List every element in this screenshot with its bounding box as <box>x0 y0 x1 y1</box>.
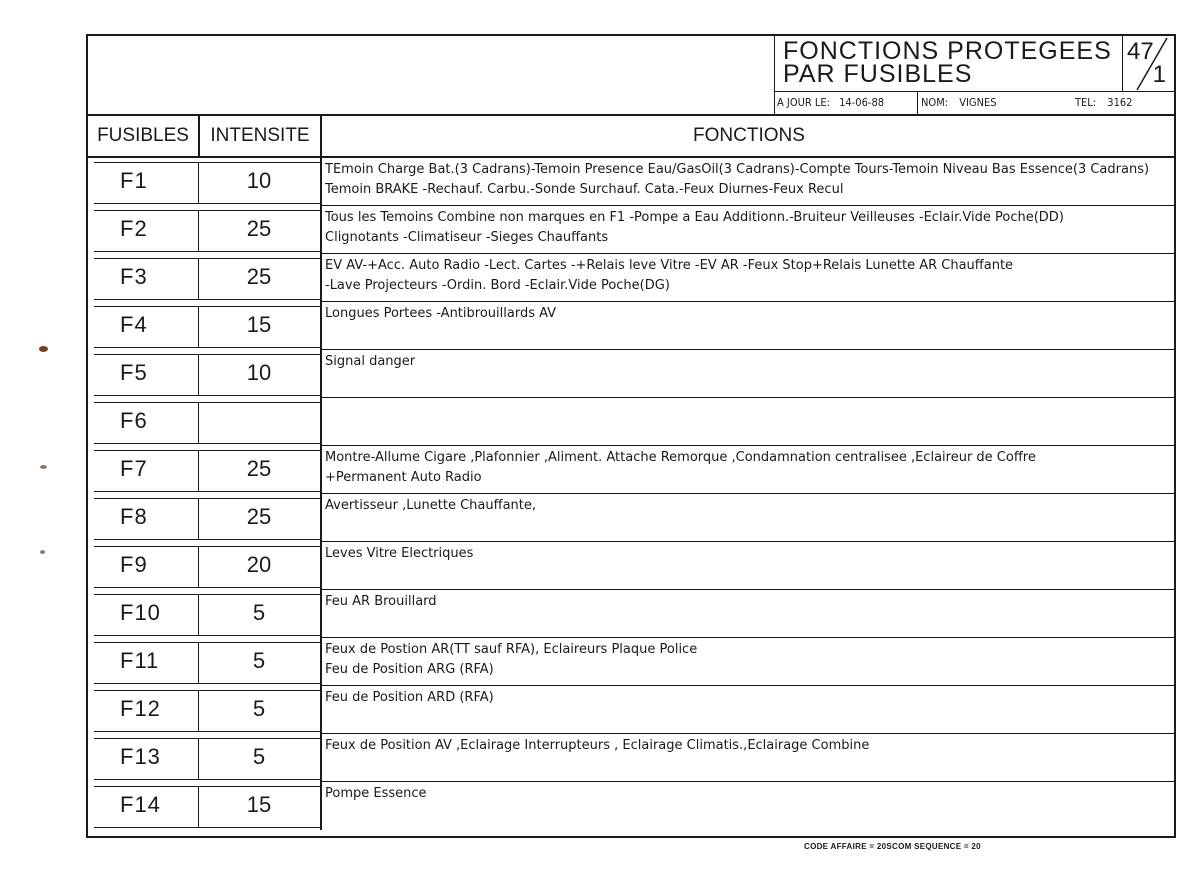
amperage-value: 15 <box>246 312 272 337</box>
amperage-value: 25 <box>246 264 272 289</box>
functions-line-1: Longues Portees -Antibrouillards AV <box>325 306 557 321</box>
title-box <box>774 36 1122 92</box>
functions-text <box>325 448 1171 488</box>
table-row <box>88 206 1176 254</box>
table-header-row <box>88 114 1176 158</box>
functions-text <box>325 256 1171 296</box>
nom-label: NOM: <box>921 96 949 109</box>
table-row <box>88 782 1176 830</box>
functions-line-1: Feux de Postion AR(TT sauf RFA), Eclaireurs Plaque Police <box>325 642 698 657</box>
fuse-id: F2 <box>120 216 148 241</box>
table-row <box>88 398 1176 446</box>
date-value: 14-06-88 <box>839 96 885 109</box>
table-row <box>88 254 1176 302</box>
table-row <box>88 542 1176 590</box>
functions-line-2: +Permanent Auto Radio <box>325 470 482 485</box>
functions-line-1: TEmoin Charge Bat.(3 Cadrans)-Temoin Presence Eau/GasOil(3 Cadrans)-Compte Tours-Temoin Niveau Bas Essence(3 Cadrans) <box>325 162 1150 177</box>
functions-line-2: Signal danger <box>325 354 416 369</box>
page-sub-number: 1 <box>1152 61 1166 88</box>
amperage-value: 25 <box>246 216 272 241</box>
functions-text <box>325 160 1171 200</box>
functions-text <box>325 496 1171 516</box>
amperage-value: 5 <box>252 600 266 625</box>
scan-speck <box>39 346 48 352</box>
scan-speck <box>40 465 47 469</box>
table-row <box>88 734 1176 782</box>
table-row <box>88 590 1176 638</box>
table-row <box>88 158 1176 206</box>
functions-line-2: Temoin BRAKE -Rechauf. Carbu.-Sonde Surchauf. Cata.-Feux Diurnes-Feux Recul <box>325 182 844 197</box>
functions-line-2: Feu de Position ARG (RFA) <box>325 662 494 677</box>
functions-line-1: Feux de Position AV ,Eclairage Interrupteurs , Eclairage Climatis.,Eclairage Combine <box>325 738 870 753</box>
date-label: A JOUR LE: <box>777 96 830 109</box>
tel-label: TEL: <box>1075 96 1097 109</box>
page-number: 47 <box>1127 38 1154 65</box>
functions-line-1: Pompe Essence <box>325 786 427 801</box>
header-fonctions: FONCTIONS <box>320 116 1176 156</box>
functions-line-1: Tous les Temoins Combine non marques en F1 -Pompe a Eau Additionn.-Bruiteur Veilleuses -Eclair.Vide Poche(DD) <box>325 210 1064 225</box>
amperage-value: 10 <box>246 360 272 385</box>
functions-line-1: Feu de Position ARD (RFA) <box>325 690 494 705</box>
title-block <box>774 36 1176 114</box>
nom-value: VIGNES <box>959 96 997 109</box>
amperage-value: 25 <box>246 456 272 481</box>
functions-line-2: -Lave Projecteurs -Ordin. Bord -Eclair.Vide Poche(DG) <box>325 278 670 293</box>
fuse-id: F8 <box>120 504 148 529</box>
fuse-id: F5 <box>120 360 148 385</box>
document-title-line-1: FONCTIONS PROTEGEES <box>783 37 1112 65</box>
tel-value: 3162 <box>1107 96 1133 109</box>
scan-speck <box>40 550 45 554</box>
functions-text <box>325 304 1171 324</box>
fuse-id: F11 <box>120 648 160 673</box>
header-fusibles: FUSIBLES <box>97 125 189 146</box>
functions-cell <box>320 398 1176 446</box>
author <box>917 92 1057 114</box>
fuse-table-sheet <box>86 34 1176 838</box>
page-number-box <box>1122 36 1176 92</box>
functions-line-1: Montre-Allume Cigare ,Plafonnier ,Aliment. Attache Remorque ,Condamnation centralisee ,Eclaireur de Coffre <box>325 450 1036 465</box>
fuse-id: F7 <box>120 456 148 481</box>
table-body <box>88 158 1176 830</box>
amperage-value: 10 <box>246 168 272 193</box>
phone <box>1075 92 1175 114</box>
table-row <box>88 446 1176 494</box>
amperage-value: 15 <box>246 792 272 817</box>
functions-text <box>325 736 1171 756</box>
table-row <box>88 638 1176 686</box>
functions-line-1: Feu AR Brouillard <box>325 594 437 609</box>
functions-line-2: Clignotants -Climatiseur -Sieges Chauffants <box>325 230 609 245</box>
functions-text <box>325 544 1171 564</box>
fuse-id: F9 <box>120 552 148 577</box>
fuse-id: F3 <box>120 264 148 289</box>
amperage-cell <box>198 402 320 444</box>
table-row <box>88 350 1176 398</box>
functions-text <box>325 208 1171 248</box>
footer-code: CODE AFFAIRE = 20SCOM SEQUENCE = 20 <box>804 842 981 851</box>
functions-line-1: Leves Vitre Electriques <box>325 546 474 561</box>
amperage-value: 5 <box>252 696 266 721</box>
amperage-value: 5 <box>252 648 266 673</box>
fuse-id: F13 <box>120 744 161 769</box>
amperage-value: 25 <box>246 504 272 529</box>
amperage-value: 20 <box>246 552 272 577</box>
table-row <box>88 302 1176 350</box>
fuse-id: F12 <box>120 696 161 721</box>
functions-text <box>325 688 1171 708</box>
table-row <box>88 686 1176 734</box>
fuse-id: F10 <box>120 600 161 625</box>
functions-text <box>325 784 1171 804</box>
fuse-id: F14 <box>120 792 161 817</box>
functions-text <box>325 352 1171 372</box>
document-title-line-2: PAR FUSIBLES <box>783 60 973 88</box>
header-intensite: INTENSITE <box>198 116 320 156</box>
update-date <box>777 92 918 114</box>
fuse-id: F1 <box>120 168 148 193</box>
table-row <box>88 494 1176 542</box>
functions-text <box>325 640 1171 680</box>
functions-line-1: Avertisseur ,Lunette Chauffante, <box>325 498 536 513</box>
amperage-value: 5 <box>252 744 266 769</box>
fuse-id: F4 <box>120 312 148 337</box>
functions-text <box>325 592 1171 612</box>
functions-line-1: EV AV-+Acc. Auto Radio -Lect. Cartes -+Relais leve Vitre -EV AR -Feux Stop+Relais Lunette AR Chauffante <box>325 258 1014 273</box>
meta-row <box>774 92 1176 114</box>
fuse-id: F6 <box>120 408 148 433</box>
